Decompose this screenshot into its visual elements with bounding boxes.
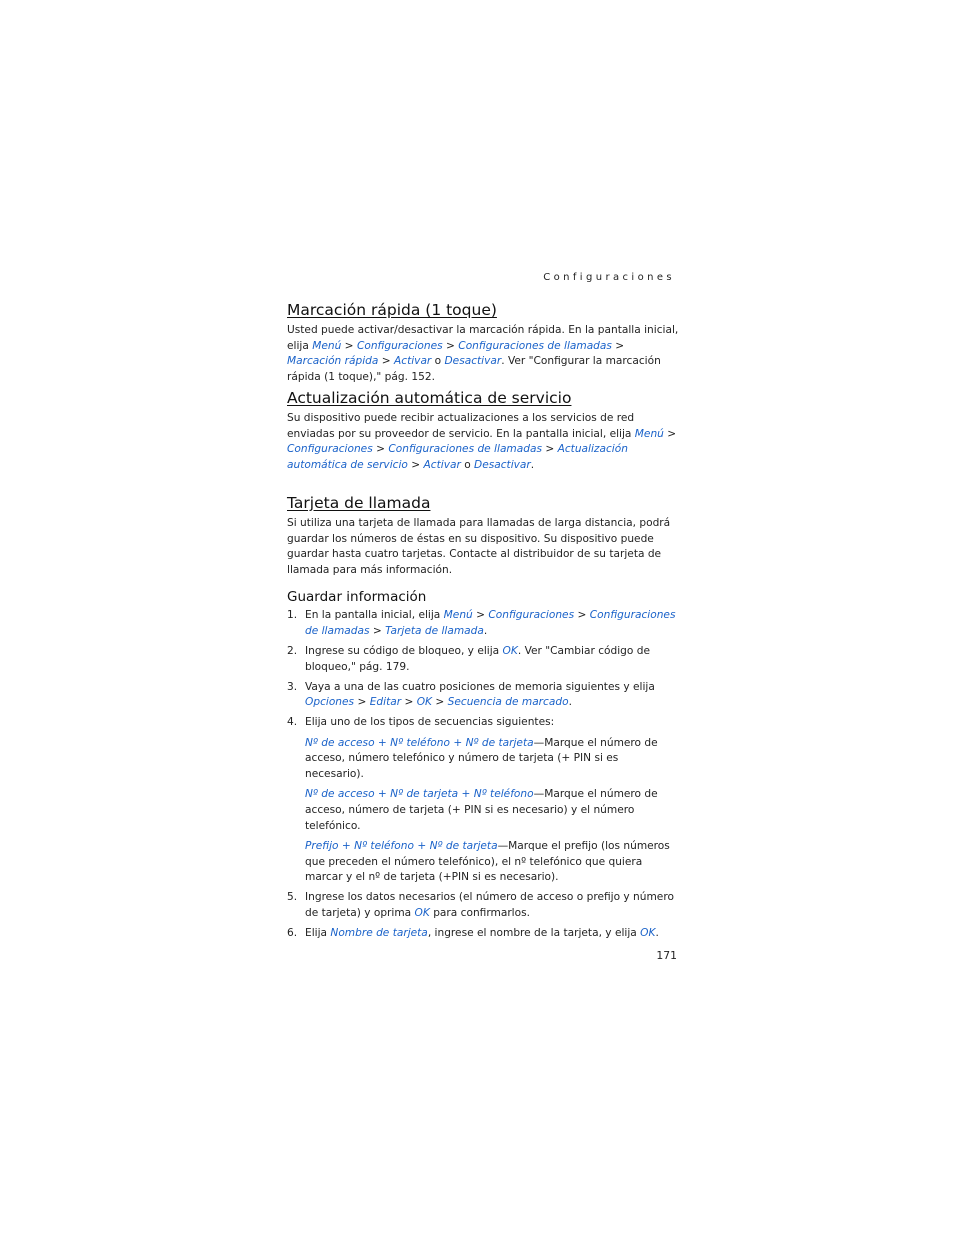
step-number: 6. bbox=[287, 927, 298, 940]
step-body: Ingrese su código de bloqueo, y elija bbox=[305, 644, 503, 657]
step-number: 3. bbox=[287, 680, 298, 693]
section-body: Si utiliza una tarjeta de llamada para llamadas de larga distancia, podrá guardar los números de éstas en su dispositivo. Su dispositivo puede guardar hasta cuatro tarjetas. Contacte al distribuidor de su tarjeta de llamada para más información. bbox=[287, 517, 671, 576]
section-body bbox=[287, 323, 679, 385]
separator: > bbox=[341, 339, 357, 352]
link-configuraciones[interactable]: Configuraciones bbox=[488, 609, 575, 622]
link-desactivar[interactable]: Desactivar bbox=[474, 458, 531, 471]
step-1 bbox=[287, 608, 679, 639]
link-opciones[interactable]: Opciones bbox=[305, 696, 355, 709]
link-marcacion-rapida[interactable]: Marcación rápida bbox=[287, 355, 379, 368]
link-menu[interactable]: Menú bbox=[443, 609, 473, 622]
step-5 bbox=[287, 890, 679, 921]
subsection-title: Guardar información bbox=[287, 589, 427, 606]
or-text: o bbox=[431, 355, 445, 368]
separator: > bbox=[378, 355, 394, 368]
sequence-desc: —Marque el prefijo (los números que preceden el número telefónico), el nº telefónico que quiera marcar y el nº de tarjeta (+PIN si es necesario). bbox=[305, 840, 670, 884]
body-text: Usted puede activar/desactivar la marcación rápida. En la pantalla inicial, elija bbox=[287, 324, 679, 352]
separator: > bbox=[407, 458, 424, 471]
separator: > bbox=[372, 443, 389, 456]
step-body: , ingrese el nombre de la tarjeta, y elija bbox=[427, 927, 641, 940]
link-activar[interactable]: Activar bbox=[394, 355, 432, 368]
step-text bbox=[305, 890, 679, 921]
link-menu[interactable]: Menú bbox=[312, 339, 342, 352]
link-tarjeta-llamada[interactable]: Tarjeta de llamada bbox=[385, 624, 484, 637]
link-menu[interactable]: Menú bbox=[634, 427, 664, 440]
link-editar[interactable]: Editar bbox=[369, 696, 402, 709]
link-nombre-tarjeta[interactable]: Nombre de tarjeta bbox=[330, 927, 428, 940]
link-secuencia-marcado[interactable]: Secuencia de marcado bbox=[447, 696, 569, 709]
link-sequence-2[interactable]: Nº de acceso + Nº de tarjeta + Nº teléfono bbox=[305, 788, 534, 801]
link-sequence-3[interactable]: Prefijo + Nº teléfono + Nº de tarjeta bbox=[305, 840, 498, 853]
separator: > bbox=[541, 443, 558, 456]
running-head: Configuraciones bbox=[543, 272, 675, 283]
step-number: 1. bbox=[287, 609, 298, 622]
separator: > bbox=[663, 427, 677, 440]
step-number: 2. bbox=[287, 644, 298, 657]
step-text bbox=[305, 926, 679, 942]
section-tarjeta-llamada bbox=[287, 493, 679, 946]
body-text: Su dispositivo puede recibir actualizaciones a los servicios de red enviadas por su proveedor de servicio. En la pantalla inicial, elija bbox=[287, 412, 635, 440]
step-body: Vaya a una de las cuatro posiciones de memoria siguientes y elija bbox=[305, 680, 655, 693]
link-actualizacion[interactable]: Actualización automática de servicio bbox=[287, 443, 628, 471]
link-ok[interactable]: OK bbox=[414, 907, 430, 920]
section-title: Tarjeta de llamada bbox=[287, 494, 431, 512]
link-configuraciones-llamadas[interactable]: Configuraciones de llamadas bbox=[305, 609, 676, 637]
step-number: 4. bbox=[287, 716, 298, 729]
step-text bbox=[305, 680, 679, 711]
step-tail: . bbox=[568, 696, 572, 709]
step-text bbox=[305, 608, 679, 639]
separator: > bbox=[369, 624, 386, 637]
step-tail: para confirmarlos. bbox=[429, 907, 530, 920]
body-tail: . bbox=[530, 458, 535, 471]
link-sequence-1[interactable]: Nº de acceso + Nº teléfono + Nº de tarjeta bbox=[305, 736, 534, 749]
step-tail: . bbox=[655, 927, 659, 940]
separator: > bbox=[574, 609, 590, 622]
separator: > bbox=[442, 339, 459, 352]
link-ok[interactable]: OK bbox=[416, 696, 432, 709]
step-3 bbox=[287, 680, 679, 711]
link-configuraciones-llamadas[interactable]: Configuraciones de llamadas bbox=[458, 339, 612, 352]
section-title: Actualización automática de servicio bbox=[287, 389, 572, 407]
separator: > bbox=[472, 609, 489, 622]
sequence-option-3 bbox=[305, 839, 679, 886]
body-tail: . Ver "Configurar la marcación rápida (1 toque)," pág. 152. bbox=[287, 355, 661, 383]
separator: > bbox=[401, 696, 417, 709]
or-text: o bbox=[460, 458, 475, 471]
separator: > bbox=[432, 696, 448, 709]
separator: > bbox=[611, 339, 625, 352]
sequence-desc: —Marque el número de acceso, número telefónico y número de tarjeta (+ PIN si es necesario). bbox=[305, 736, 658, 780]
link-activar[interactable]: Activar bbox=[423, 458, 461, 471]
sequence-desc: —Marque el número de acceso, número de tarjeta (+ PIN si es necesario) y el número telefónico. bbox=[305, 788, 658, 832]
link-configuraciones-llamadas[interactable]: Configuraciones de llamadas bbox=[388, 443, 542, 456]
step-number: 5. bbox=[287, 891, 298, 904]
section-marcacion-rapida bbox=[287, 300, 679, 385]
section-body bbox=[287, 411, 679, 473]
step-text bbox=[305, 644, 679, 675]
step-tail: . Ver "Cambiar código de bloqueo," pág. 179. bbox=[305, 644, 650, 673]
link-configuraciones[interactable]: Configuraciones bbox=[356, 339, 443, 352]
step-body: Ingrese los datos necesarios (el número de acceso o prefijo y número de tarjeta) y oprima bbox=[305, 891, 674, 920]
steps-list bbox=[287, 608, 679, 941]
step-body: En la pantalla inicial, elija bbox=[305, 609, 444, 622]
step-6 bbox=[287, 926, 679, 942]
link-ok[interactable]: OK bbox=[640, 927, 656, 940]
step-body: Elija bbox=[305, 927, 331, 940]
page-number: 171 bbox=[656, 949, 677, 962]
sequence-option-1 bbox=[305, 736, 679, 783]
section-actualizacion bbox=[287, 388, 679, 473]
link-configuraciones[interactable]: Configuraciones bbox=[287, 443, 373, 456]
step-text: Elija uno de los tipos de secuencias siguientes: bbox=[305, 716, 555, 729]
step-tail: . bbox=[483, 624, 488, 637]
link-ok[interactable]: OK bbox=[502, 644, 518, 657]
separator: > bbox=[354, 696, 370, 709]
sequence-option-2 bbox=[305, 787, 679, 834]
section-title: Marcación rápida (1 toque) bbox=[287, 301, 497, 319]
step-2 bbox=[287, 644, 679, 675]
step-4 bbox=[287, 715, 679, 886]
link-desactivar[interactable]: Desactivar bbox=[444, 355, 502, 368]
